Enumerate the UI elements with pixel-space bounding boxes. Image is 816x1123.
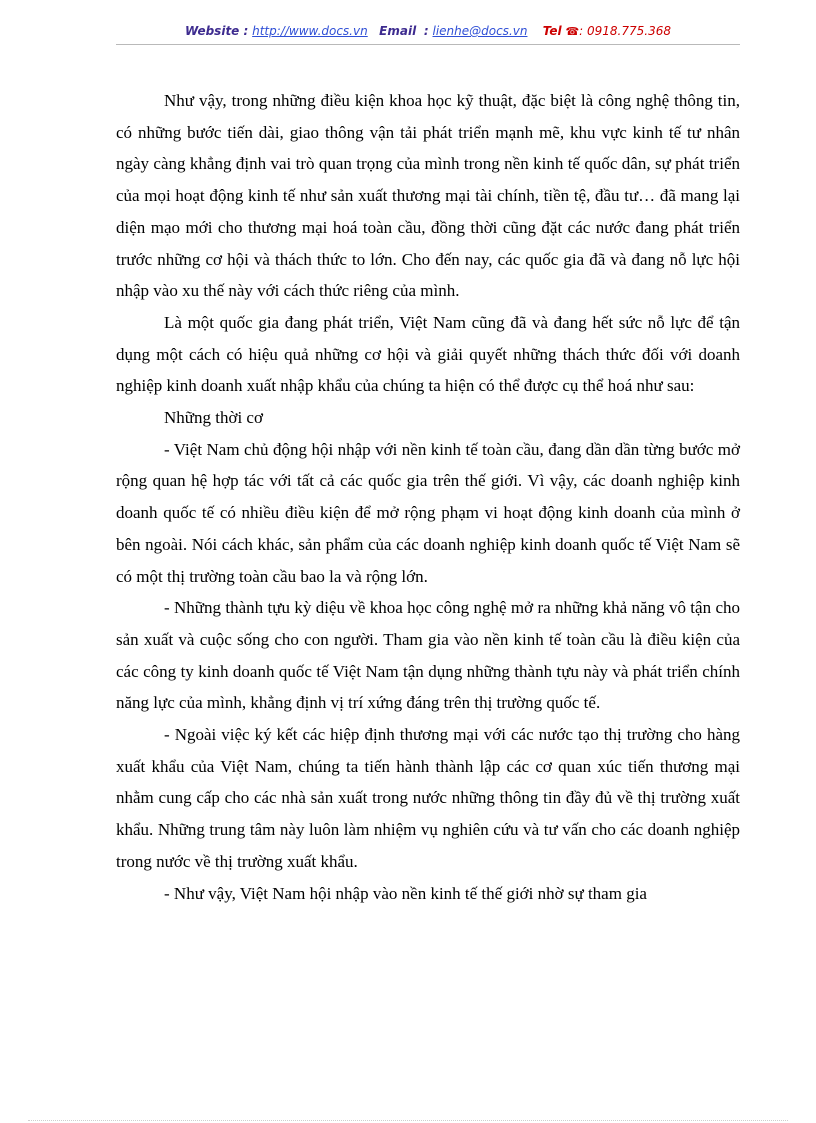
tel-label: Tel	[542, 24, 562, 38]
paragraph-opportunity-1: - Việt Nam chủ động hội nhập với nền kinh tế toàn cầu, đang dần dần từng bước mở rộng quan hệ hợp tác với tất cả các quốc gia trên thế giới. Vì vậy, các doanh nghiệp kinh doanh quốc tế có nhiều điều kiện để mở rộng phạm vi hoạt động kinh doanh của mình ở bên ngoài. Nói cách khác, sản phẩm của các doanh nghiệp kinh doanh quốc tế Việt Nam sẽ có một thị trường toàn cầu bao la và rộng lớn.	[116, 439, 740, 586]
page-header	[116, 24, 740, 38]
phone-icon: ☎	[565, 25, 580, 38]
website-label: Website :	[184, 24, 249, 38]
email-separator: :	[423, 24, 429, 38]
page-bottom-border	[28, 1120, 788, 1121]
email-label: Email	[379, 24, 417, 38]
paragraph-opportunity-4: - Như vậy, Việt Nam hội nhập vào nền kinh tế thế giới nhờ sự tham gia	[164, 883, 647, 903]
website-link[interactable]: http://www.docs.vn	[252, 24, 368, 38]
document-body	[116, 85, 740, 909]
paragraph-opportunity-3: - Ngoài việc ký kết các hiệp định thương mại với các nước tạo thị trường cho hàng xuất khẩu của Việt Nam, chúng ta tiến hành thành lập các cơ quan xúc tiến thương mại nhằm cung cấp cho các nhà sản xuất trong nước những thông tin đầy đủ về thị trường xuất khẩu. Những trung tâm này luôn làm nhiệm vụ nghiên cứu và tư vấn cho các doanh nghiệp trong nước về thị trường xuất khẩu.	[116, 725, 740, 871]
phone-number: : 0918.775.368	[579, 24, 671, 38]
section-heading-opportunities: Những thời cơ	[164, 408, 263, 428]
paragraph-opportunity-2: - Những thành tựu kỳ diệu về khoa học công nghệ mở ra những khả năng vô tận cho sản xuất và cuộc sống cho con người. Tham gia vào nền kinh tế toàn cầu là điều kiện của các công ty kinh doanh quốc tế Việt Nam tận dụng những thành tựu này và phát triển chính năng lực của mình, khẳng định vị trí xứng đáng trên thị trường quốc tế.	[116, 598, 740, 713]
header-divider	[116, 44, 740, 45]
paragraph-vietnam-context: Là một quốc gia đang phát triển, Việt Nam cũng đã và đang hết sức nỗ lực để tận dụng một cách có hiệu quả những cơ hội và giải quyết những thách thức đối với doanh nghiệp kinh doanh xuất nhập khẩu của chúng ta hiện có thể được cụ thể hoá như sau:	[116, 312, 740, 396]
paragraph-intro: Như vậy, trong những điều kiện khoa học kỹ thuật, đặc biệt là công nghệ thông tin, có những bước tiến dài, giao thông vận tải phát triển mạnh mẽ, khu vực kinh tế tư nhân ngày càng khẳng định vai trò quan trọng của mình trong nền kinh tế quốc dân, sự phát triển của mọi hoạt động kinh tế như sản xuất thương mại tài chính, tiền tệ, đầu tư… đã mang lại diện mạo mới cho thương mại hoá toàn cầu, đồng thời cũng đặt các nước đang phát triển trước những cơ hội và thách thức to lớn. Cho đến nay, các quốc gia đã và đang nỗ lực hội nhập vào xu thế này với cách thức riêng của mình.	[116, 91, 740, 301]
email-link[interactable]: lienhe@docs.vn	[432, 24, 528, 38]
